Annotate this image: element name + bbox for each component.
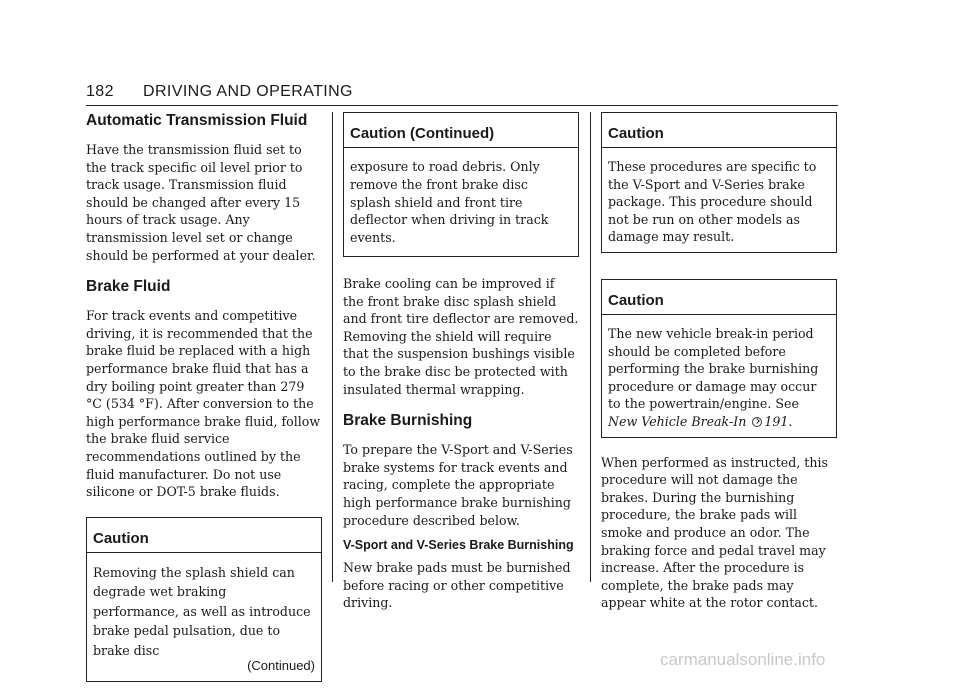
paragraph-burnishing-result: When performed as instructed, this procedure will not damage the brakes. During the burnishing procedure, the brake pads will smoke and produce an odor. The braking force and pedal travel may increase. After the procedure is complete, the brake pads may appear white at the rotor contact.	[601, 454, 828, 611]
column-1	[86, 112, 322, 694]
subheading-vsport-burnishing: V-Sport and V-Series Brake Burnishing	[343, 538, 574, 553]
caution-text: Removing the splash shield can degrade wet braking performance, as well as introduce brake pedal pulsation, due to brake disc	[93, 564, 311, 658]
paragraph-brake-burnishing: To prepare the V-Sport and V-Series brake systems for track events and racing, complete the appropriate high performance brake burnishing procedure described below.	[343, 442, 573, 528]
heading-automatic-transmission-fluid: Automatic Transmission Fluid	[86, 112, 308, 129]
page-header	[86, 81, 838, 106]
column-3	[601, 112, 837, 621]
caution-title: Caution	[87, 518, 321, 553]
caution-text: The new vehicle break-in period should be completed before performing the brake burnishing procedure or damage may occur to the powertrain/engine. See New Vehicle Break-In 191.	[608, 325, 819, 429]
caution-box-break-in	[601, 279, 837, 438]
caution-text: exposure to road debris. Only remove the front brake disc splash shield and front tire deflector when driving in track events.	[350, 159, 549, 246]
paragraph-new-pads: New brake pads must be burnished before racing or other competitive driving.	[343, 560, 571, 611]
column-divider	[332, 112, 333, 582]
caution-text: These procedures are specific to the V-Sport and V-Series brake package. This procedure should not be run on other models as damage may result.	[608, 159, 817, 245]
caution-title: Caution (Continued)	[344, 113, 578, 148]
paragraph-brake-cooling: Brake cooling can be improved if the front brake disc splash shield and front tire deflector are removed. Removing the shield will require that the suspension bushings visible to the brake disc be protected with insulated thermal wrapping.	[343, 275, 579, 397]
caution-title: Caution	[602, 113, 836, 148]
section-title: DRIVING AND OPERATING	[143, 83, 353, 100]
page-number: 182	[86, 83, 114, 100]
cross-reference-page[interactable]: 191	[764, 413, 789, 429]
cross-reference-link[interactable]: New Vehicle Break-In	[608, 413, 747, 429]
paragraph-atf: Have the transmission fluid set to the track specific oil level prior to track usage. Transmission fluid should be changed after every 15 hours of track usage. Any transmission level set or change should be performed at your dealer.	[86, 142, 316, 263]
caution-title: Caution	[602, 280, 836, 315]
watermark: carmanualsonline.info	[660, 650, 826, 669]
column-divider	[590, 112, 591, 582]
continued-label: (Continued)	[247, 658, 315, 674]
heading-brake-burnishing: Brake Burnishing	[343, 412, 473, 430]
caution-box	[601, 112, 837, 253]
heading-brake-fluid: Brake Fluid	[86, 278, 171, 296]
page-reference-icon	[752, 417, 762, 427]
caution-box-continued	[343, 112, 579, 257]
column-2	[343, 112, 579, 621]
paragraph-brake-fluid: For track events and competitive driving, it is recommended that the brake fluid be replaced with a high performance brake fluid that has a dry boiling point greater than 279 °C (534 °F). After conversion to the high performance brake fluid, follow the brake fluid service recommendations outlined by the fluid manufacturer. Do not use silicone or DOT-5 brake fluids.	[86, 308, 321, 500]
caution-box	[86, 517, 322, 683]
